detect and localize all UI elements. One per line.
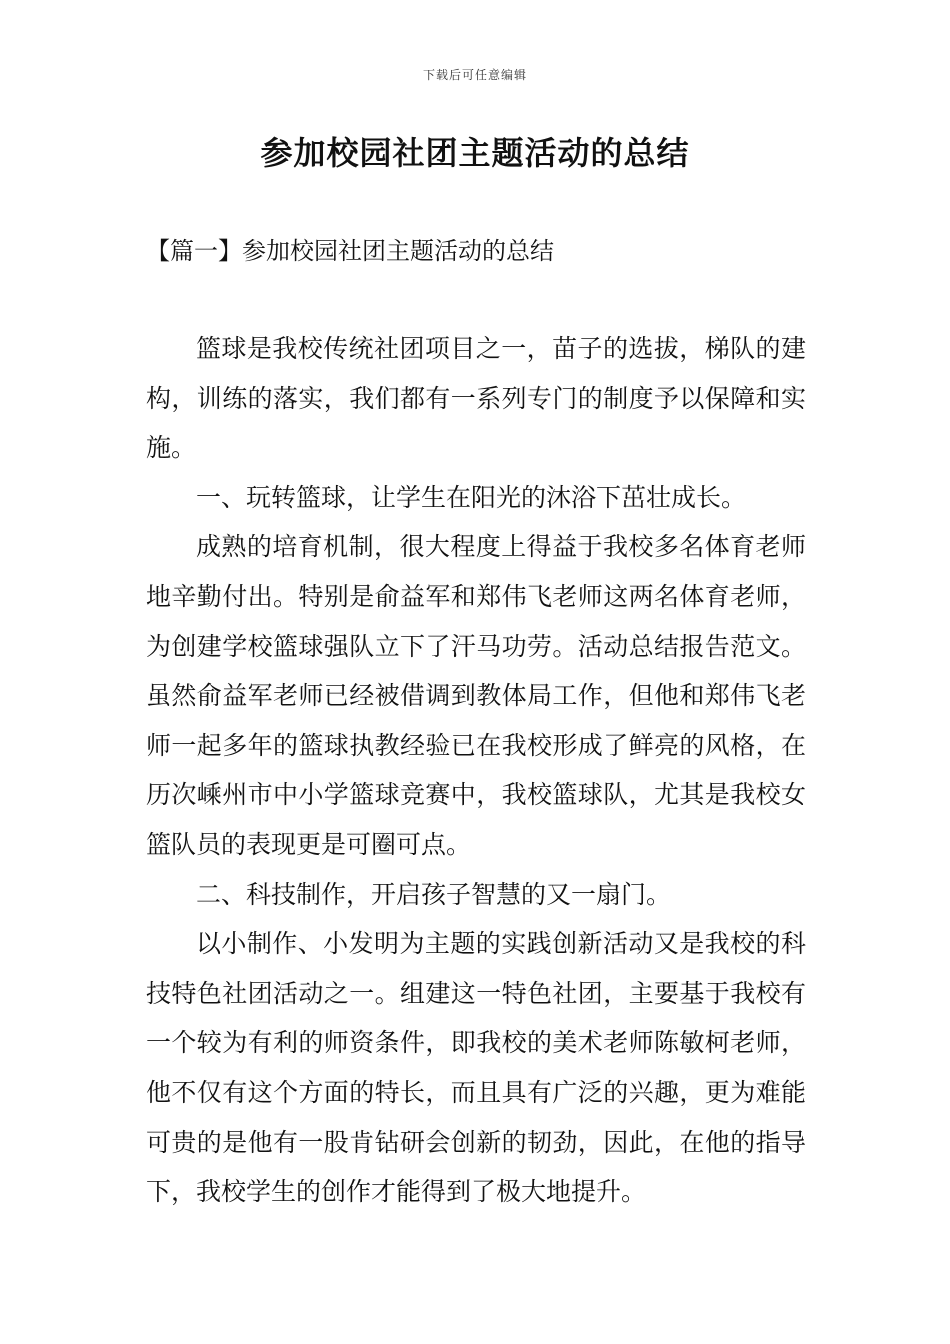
paragraph: 篮球是我校传统社团项目之一，苗子的选拔，梯队的建构，训练的落实，我们都有一系列专门的制度予以保障和实施。 <box>146 334 806 463</box>
document-title: 参加校园社团主题活动的总结 <box>260 134 690 172</box>
paragraph: 以小制作、小发明为主题的实践创新活动又是我校的科技特色社团活动之一。组建这一特色社团，主要基于我校有一个较为有利的师资条件，即我校的美术老师陈敏柯老师，他不仅有这个方面的特长，而且具有广泛的兴趣，更为难能可贵的是他有一股肯钻研会创新的韧劲，因此，在他的指导下，我校学生的创作才能得到了极大地提升。 <box>146 929 806 1207</box>
paragraph: 一、玩转篮球，让学生在阳光的沐浴下茁壮成长。 <box>196 482 747 512</box>
paragraph: 成熟的培育机制，很大程度上得益于我校多名体育老师地辛勤付出。特别是俞益军和郑伟飞老师这两名体育老师，为创建学校篮球强队立下了汗马功劳。活动总结报告范文。虽然俞益军老师已经被借调到教体局工作，但他和郑伟飞老师一起多年的篮球执教经验已在我校形成了鲜亮的风格，在历次嵊州市中小学篮球竞赛中，我校篮球队，尤其是我校女篮队员的表现更是可圈可点。 <box>146 532 806 859</box>
paragraph: 二、科技制作，开启孩子智慧的又一扇门。 <box>196 879 672 909</box>
section-heading: 【篇一】参加校园社团主题活动的总结 <box>146 237 554 265</box>
header-note: 下载后可任意编辑 <box>422 68 527 82</box>
body-text <box>146 324 806 1217</box>
